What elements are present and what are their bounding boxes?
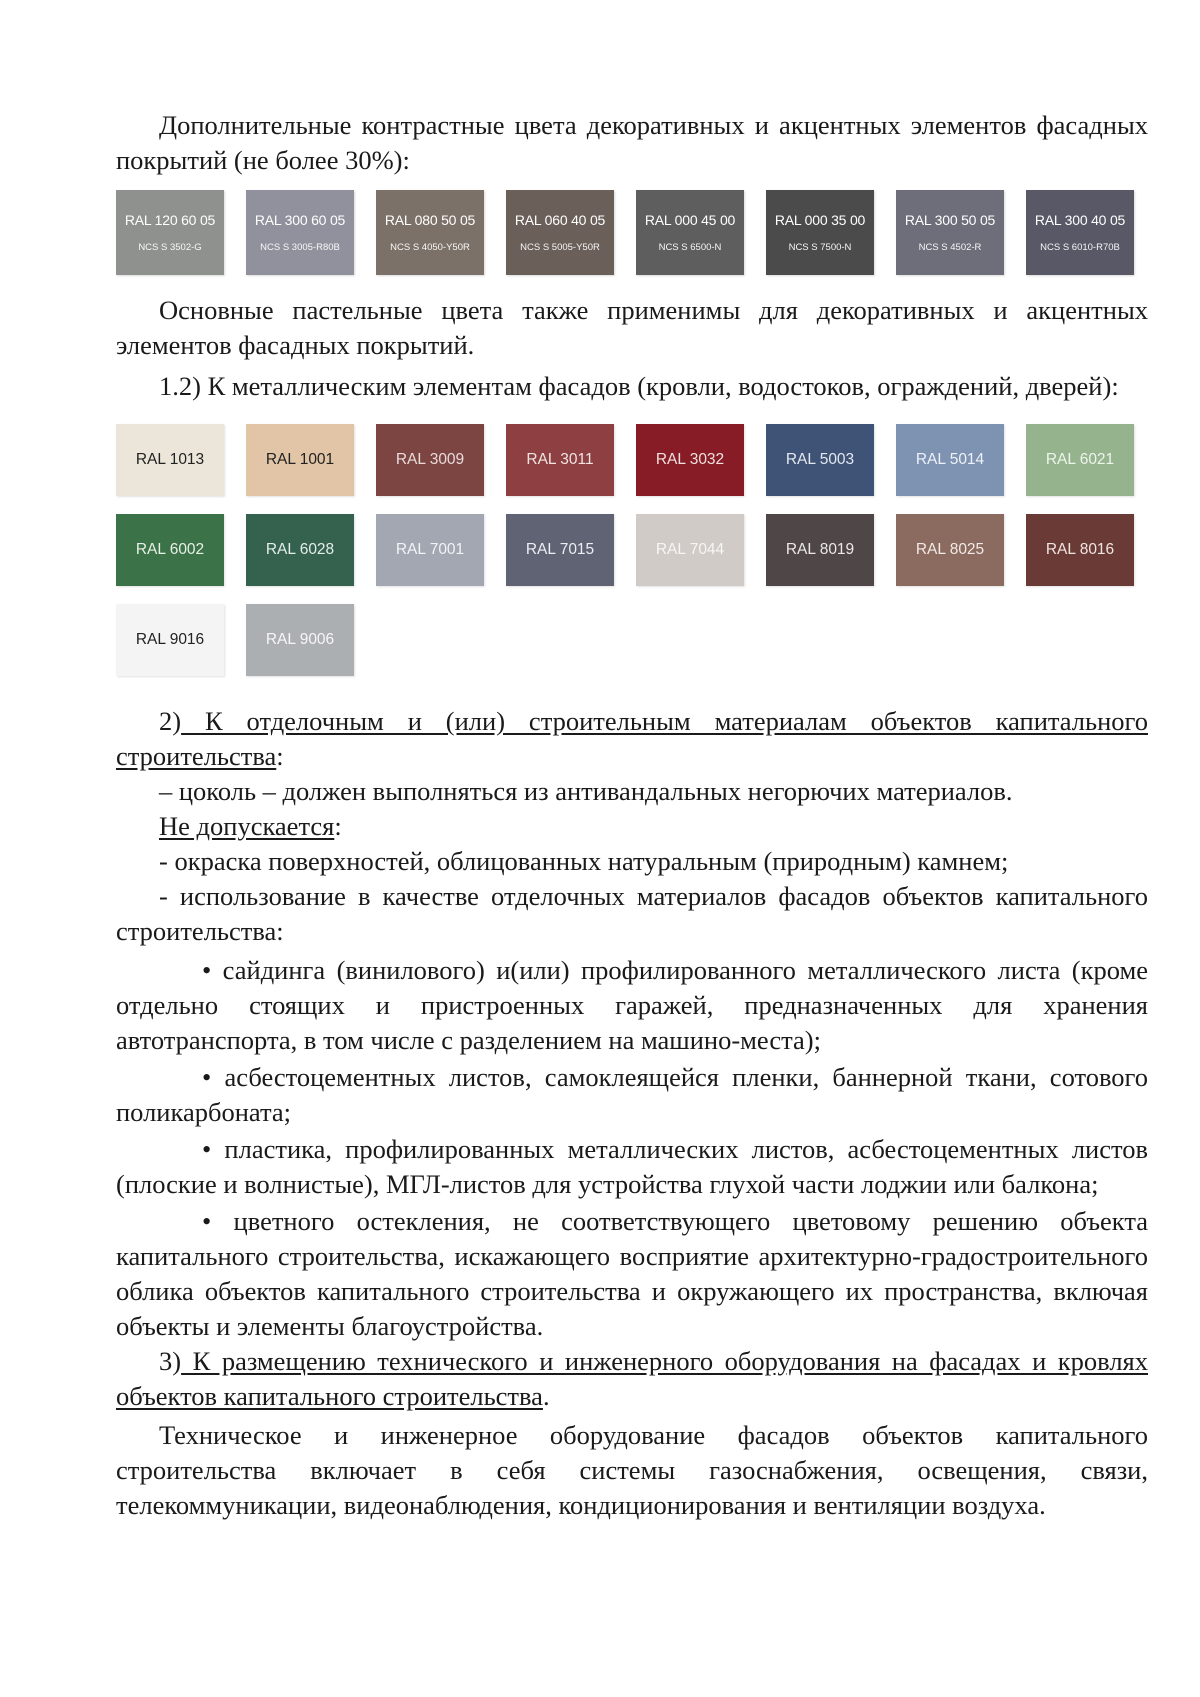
- metal-swatch: [116, 604, 224, 676]
- section-2-title: К отделочным и (или) строительным материалам объектов капитального строительства: [116, 706, 1148, 771]
- contrast-swatch-ral: RAL 080 50 05: [384, 212, 476, 228]
- contrast-swatch-ncs: NCS S 7500-N: [788, 242, 852, 253]
- bullet-item-4: [116, 1204, 1148, 1344]
- bullet-icon: •: [202, 1206, 212, 1236]
- contrast-swatch-ncs: NCS S 4050-Y50R: [390, 242, 470, 253]
- bullet-item-1: [116, 953, 1148, 1058]
- metal-swatch-label: RAL 6028: [265, 541, 335, 558]
- contrast-swatch: [1026, 190, 1134, 275]
- contrast-swatch-ral: RAL 000 45 00: [644, 212, 736, 228]
- bullet-text-2: асбестоцементных листов, самоклеящейся пленки, баннерной ткани, сотового поликарбоната;: [116, 1062, 1148, 1127]
- metal-swatch: [246, 514, 354, 586]
- metal-swatch: [636, 424, 744, 496]
- contrast-swatch: [246, 190, 354, 275]
- metal-swatch-label: RAL 7001: [395, 541, 465, 558]
- metal-swatch-label: RAL 9016: [135, 631, 205, 648]
- metal-swatch-label: RAL 3011: [526, 451, 594, 468]
- bullet-icon: •: [202, 1062, 212, 1092]
- contrast-swatch-ncs: NCS S 3502-G: [138, 242, 202, 253]
- not-allowed-colon: :: [334, 811, 342, 841]
- contrast-swatch-row: [116, 190, 1148, 275]
- metal-swatch-label: RAL 8016: [1045, 541, 1115, 558]
- bullet-text-3: пластика, профилированных металлических листов, асбестоцементных листов (плоские и волнистые), МГЛ-листов для устройства глухой части лоджии или балкона;: [116, 1134, 1148, 1199]
- bullet-text-4: цветного остекления, не соответствующего цветовому решению объекта капитального строительства, искажающего восприятие архитектурно-градостроительного облика объектов капитального строительства и окружающего их пространства, включая объекты и элементы благоустройства.: [116, 1206, 1148, 1341]
- contrast-swatch-ncs: NCS S 6500-N: [658, 242, 722, 253]
- section-3-number: 3): [159, 1346, 182, 1376]
- dash-item-1: - окраска поверхностей, облицованных натуральным (природным) камнем;: [159, 846, 1009, 876]
- socle-item: – цоколь – должен выполняться из антивандальных негорючих материалов.: [159, 776, 1013, 806]
- contrast-swatch-ncs: NCS S 3005-R80B: [260, 242, 340, 253]
- metal-swatch: [766, 514, 874, 586]
- metal-swatch: [766, 424, 874, 496]
- section-2-colon: :: [276, 741, 284, 771]
- contrast-swatch: [896, 190, 1004, 275]
- contrast-swatch-ral: RAL 300 40 05: [1034, 212, 1126, 228]
- contrast-swatch-ral: RAL 300 50 05: [904, 212, 996, 228]
- pastel-note: Основные пастельные цвета также применимы для декоративных и акцентных элементов фасадных покрытий.: [116, 295, 1148, 360]
- bullet-icon: •: [202, 1134, 212, 1164]
- contrast-swatch-ncs: NCS S 4502-R: [918, 242, 982, 253]
- metal-swatch: [1026, 514, 1134, 586]
- contrast-swatch-ral: RAL 300 60 05: [254, 212, 346, 228]
- metal-swatch: [506, 514, 614, 586]
- section-1-2-heading: 1.2) К металлическим элементам фасадов (кровли, водостоков, ограждений, дверей):: [159, 371, 1119, 401]
- contrast-swatch: [116, 190, 224, 275]
- section-2-number: 2): [159, 706, 182, 736]
- section-3-period: .: [542, 1381, 550, 1411]
- metal-swatch-label: RAL 3032: [655, 451, 725, 468]
- metal-swatch: [116, 514, 224, 586]
- contrast-swatch-ncs: NCS S 5005-Y50R: [520, 242, 600, 253]
- document-page: [116, 108, 1148, 1523]
- metal-swatch-label: RAL 1001: [265, 451, 335, 468]
- metal-swatch-label: RAL 1013: [135, 451, 205, 468]
- metal-swatch-label: RAL 5003: [785, 451, 855, 468]
- metal-swatch: [896, 514, 1004, 586]
- metal-swatch-label: RAL 7044: [655, 541, 725, 558]
- metal-swatch: [246, 604, 354, 676]
- dash-item-2: - использование в качестве отделочных материалов фасадов объектов капитального строительства:: [116, 881, 1148, 946]
- contrast-swatch-ncs: NCS S 6010-R70B: [1040, 242, 1120, 253]
- metal-swatch: [506, 424, 614, 496]
- contrast-swatch-ral: RAL 060 40 05: [514, 212, 606, 228]
- metal-swatch-label: RAL 7015: [525, 541, 595, 558]
- metal-swatch: [116, 424, 224, 496]
- not-allowed-heading: [116, 809, 1148, 844]
- contrast-swatch: [636, 190, 744, 275]
- metal-swatch: [376, 424, 484, 496]
- contrast-swatch-ral: RAL 000 35 00: [774, 212, 866, 228]
- bullet-text-1: сайдинга (винилового) и(или) профилированного металлического листа (кроме отдельно стоящих и пристроенных гаражей, предназначенных для хранения автотранспорта, в том числе с разделением на машино-места);: [116, 955, 1148, 1055]
- metal-swatch: [376, 514, 484, 586]
- metal-swatch-label: RAL 5014: [915, 451, 985, 468]
- contrast-swatch: [766, 190, 874, 275]
- metal-swatch: [1026, 424, 1134, 496]
- section-3-heading: [116, 1344, 1148, 1414]
- metal-swatch: [636, 514, 744, 586]
- contrast-swatch-ral: RAL 120 60 05: [124, 212, 216, 228]
- bullet-item-2: [116, 1060, 1148, 1130]
- section-2-heading: [116, 704, 1148, 774]
- metal-swatch-label: RAL 3009: [395, 451, 465, 468]
- metal-swatch-label: RAL 8025: [915, 541, 985, 558]
- metal-swatch-label: RAL 6021: [1045, 451, 1115, 468]
- metal-swatch: [246, 424, 354, 496]
- not-allowed-label: Не допускается: [159, 811, 335, 841]
- metal-swatch: [896, 424, 1004, 496]
- metal-swatch-label: RAL 9006: [265, 631, 335, 648]
- metal-swatch-label: RAL 6002: [135, 541, 205, 558]
- contrast-swatch: [506, 190, 614, 275]
- metal-swatch-grid: [116, 424, 1148, 676]
- bullet-icon: •: [202, 955, 212, 985]
- bullet-item-3: [116, 1132, 1148, 1202]
- intro-paragraph: Дополнительные контрастные цвета декоративных и акцентных элементов фасадных покрытий (не более 30%):: [116, 110, 1148, 175]
- final-paragraph: Техническое и инженерное оборудование фасадов объектов капитального строительства включает в себя системы газоснабжения, освещения, связи, телекоммуникации, видеонаблюдения, кондиционирования и вентиляции воздуха.: [116, 1420, 1148, 1520]
- section-3-title: К размещению технического и инженерного оборудования на фасадах и кровлях объектов капитального строительства: [116, 1346, 1148, 1411]
- contrast-swatch: [376, 190, 484, 275]
- metal-swatch-label: RAL 8019: [785, 541, 855, 558]
